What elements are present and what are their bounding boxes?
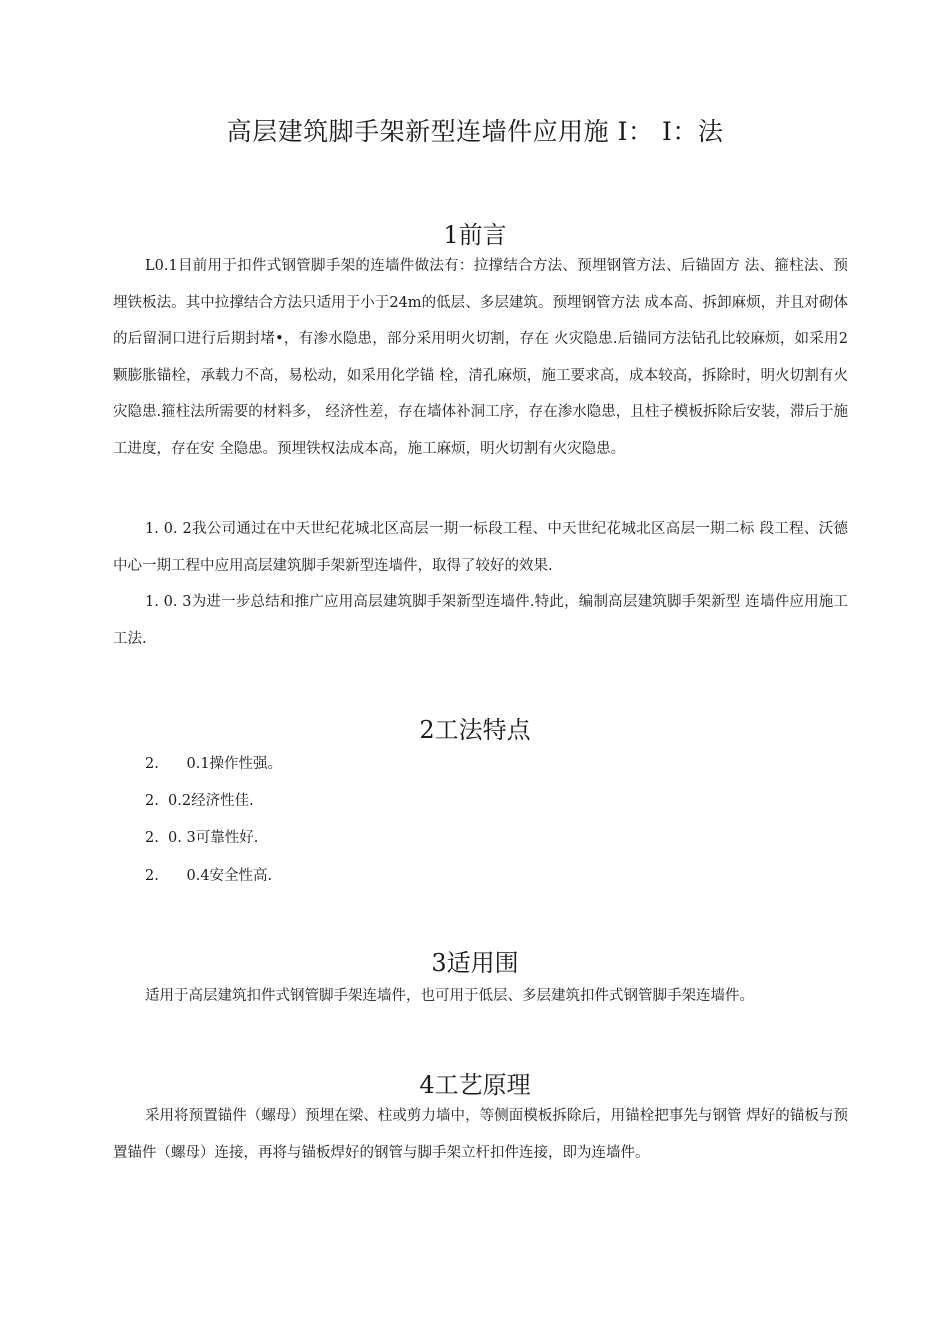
document-title: 高层建筑脚手架新型连墙件应用施 I： I：法 — [226, 117, 724, 146]
principle-paragraph: 采用将预置锚件（螺母）预埋在梁、柱或剪力墙中，等侧面模板拆除后，用锚栓把事先与钢管 焊好的锚板与预置锚件（螺母）连接，再将与锚板焊好的钢管与脚手架立杆扣件连接，即为连墙件。 — [113, 1108, 848, 1161]
section-heading-scope: 3适用围 — [431, 949, 519, 977]
section-heading-preface: 1前言 — [443, 221, 507, 249]
preface-paragraph-2: 1. 0. 2我公司通过在中天世纪花城北区高层一期一标段工程、中天世纪花城北区高层一期二标 段工程、沃德中心一期工程中应用高层建筑脚手架新型连墙件，取得了较好的效果. — [113, 521, 848, 574]
preface-paragraph-1: L0.1目前用于扣件式钢管脚手架的连墙件做法有：拉撑结合方法、预埋钢管方法、后锚固方 法、箍柱法、预埋铁板法。其中拉撑结合方法只适用于小于24m的低层、多层建筑。预埋钢管方法 成本高、拆卸麻烦，并且对砌体的后留洞口进行后期封堵•，有渗水隐患，部分采用明火切割，存在 火灾隐患.后锚同方法钻孔比较麻烦，如采用2颗膨胀锚栓，承载力不高，易松动，如采用化学锚 栓，清孔麻烦，施工要求高，成本较高，拆除时，明火切割有火灾隐患.箍柱法所需要的材料多， 经济性差，存在墙体补洞工序，存在渗水隐患，且柱子模板拆除后安装，滞后于施工进度，存在安 全隐患。预埋铁权法成本高，施工麻烦，明火切割有火灾隐患。 — [113, 258, 848, 457]
feature-item-3: 2. 0. 3可靠性好. — [145, 830, 259, 846]
feature-item-4: 2. 0.4安全性高. — [145, 868, 273, 884]
section-heading-features: 2工法特点 — [419, 716, 531, 744]
preface-paragraph-3: 1. 0. 3为进一步总结和推广应用高层建筑脚手架新型连墙件.特此，编制高层建筑脚手架新型 连墙件应用施工工法. — [113, 594, 848, 647]
section-heading-principle: 4工艺原理 — [419, 1071, 531, 1099]
scope-paragraph: 适用于高层建筑扣件式钢管脚手架连墙件，也可用于低层、多层建筑扣件式钢管脚手架连墙件。 — [145, 988, 754, 1004]
feature-item-2: 2. 0.2经济性佳. — [145, 793, 254, 809]
feature-item-1: 2. 0.1操作性强。 — [145, 756, 283, 772]
